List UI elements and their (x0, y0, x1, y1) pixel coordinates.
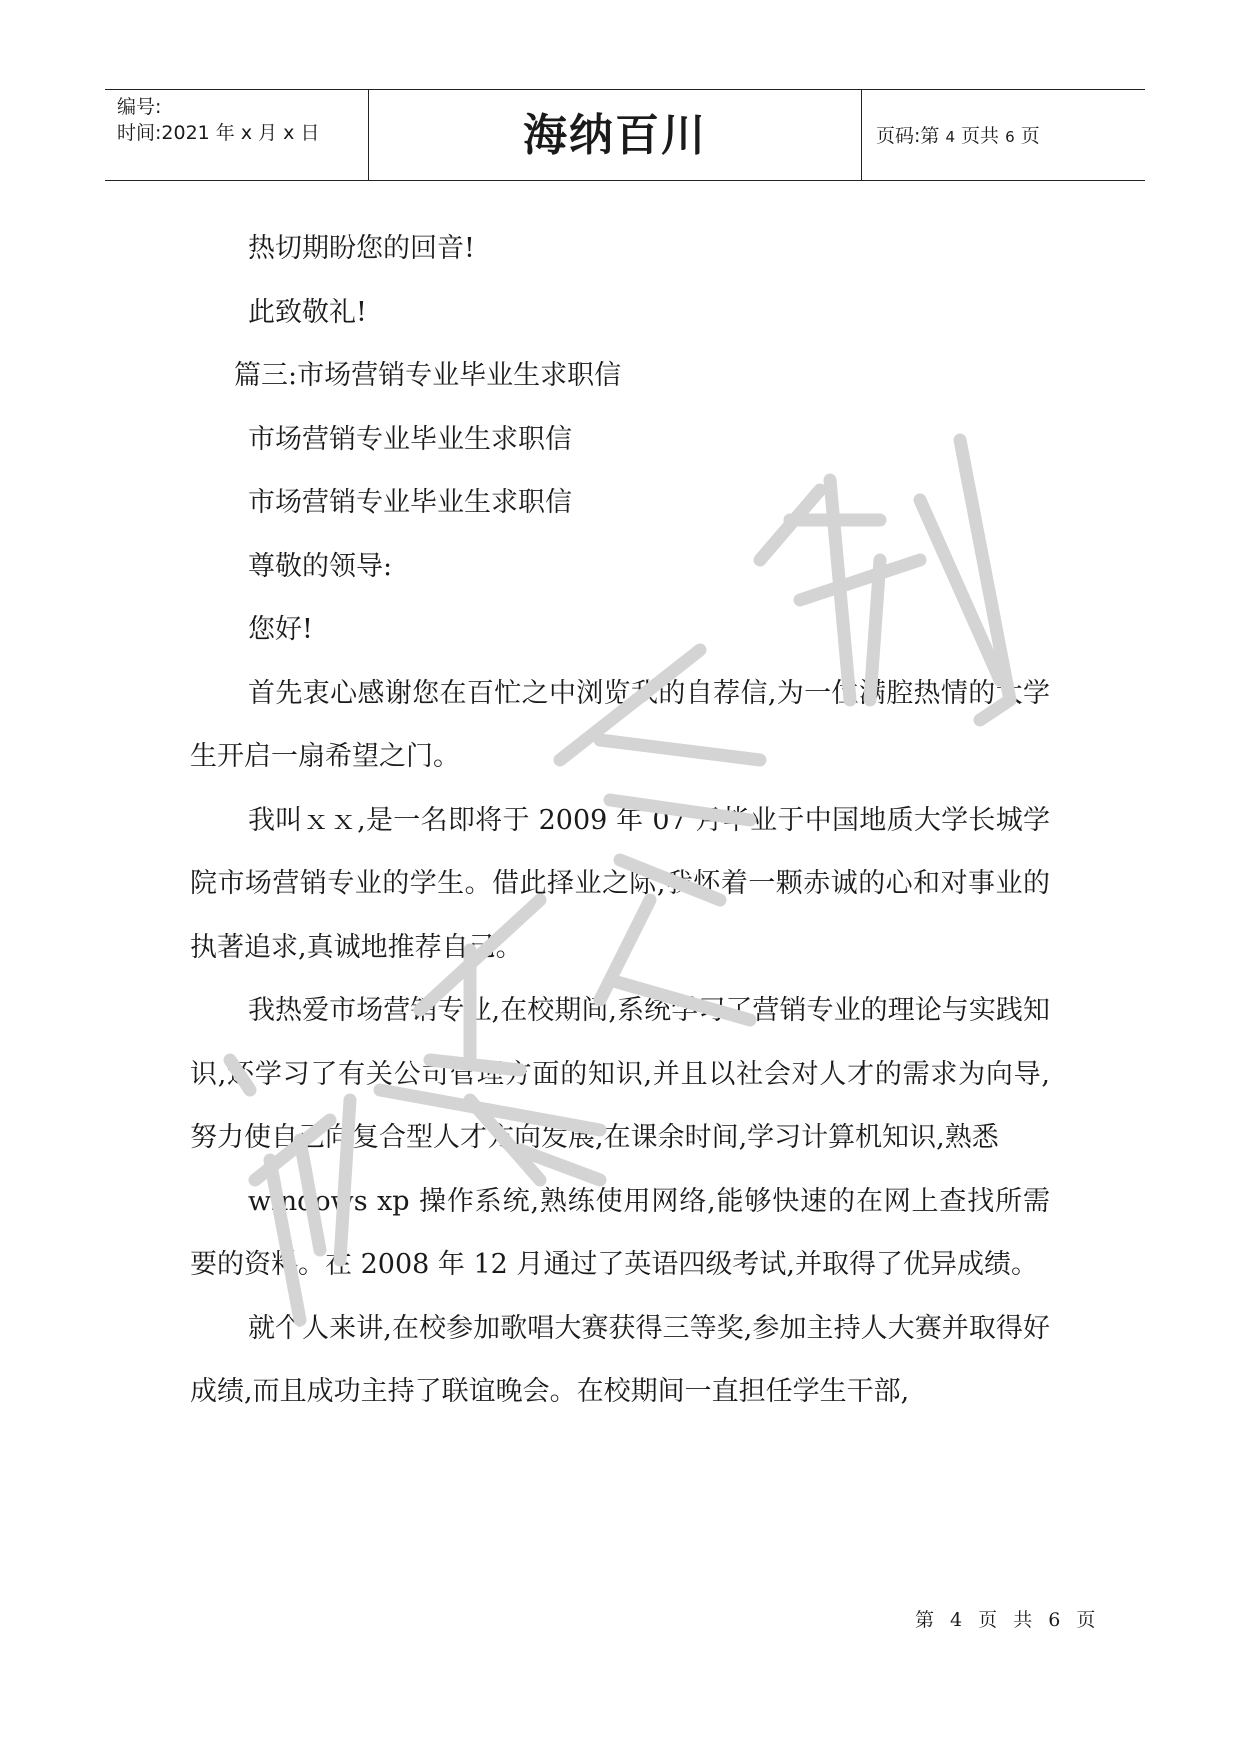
time-label: 时间:2021 年 x 月 x 日 (117, 122, 320, 144)
paragraph: 热切期盼您的回音! (248, 233, 475, 264)
paragraph: 我热爱市场营销专业,在校期间,系统学习了营销专业的理论与实践知识,还学习了有关公司管理方面的知识,并且以社会对人才的需求为向导,努力使自己向复合型人才方向发展,在课余时间,学习计算机知识,熟悉 (190, 995, 1050, 1153)
document-body (190, 217, 1050, 1424)
header-brand: 海纳百川 (369, 90, 862, 180)
page-end: 页 (1020, 125, 1040, 147)
document-header (105, 89, 1145, 181)
greeting: 您好! (248, 614, 313, 645)
paragraph: 我叫ｘｘ,是一名即将于 2009 年 07 月毕业于中国地质大学长城学院市场营销专业的学生。借此择业之际,我怀着一颗赤诚的心和对事业的执著追求,真诚地推荐自己。 (190, 804, 1050, 963)
paragraph: windows xp 操作系统,熟练使用网络,能够快速的在网上查找所需要的资料。在 2008 年 12 月通过了英语四级考试,并取得了优异成绩。 (190, 1185, 1050, 1280)
paragraph: 市场营销专业毕业生求职信 (248, 423, 572, 455)
salutation: 尊敬的领导: (248, 550, 393, 582)
section-heading: 篇三:市场营销专业毕业生求职信 (234, 360, 622, 391)
paragraph: 此致敬礼! (248, 296, 367, 328)
header-page-info (862, 90, 1145, 180)
serial-label: 编号: (117, 96, 162, 118)
page-label: 页码:第 (876, 125, 940, 147)
page-mid: 页共 (961, 125, 1000, 147)
page-total: 6 (1005, 128, 1015, 146)
page-number: 4 (945, 128, 955, 146)
paragraph: 就个人来讲,在校参加歌唱大赛获得三等奖,参加主持人大赛并取得好成绩,而且成功主持了联谊晚会。在校期间一直担任学生干部, (190, 1312, 1050, 1407)
header-meta (105, 90, 369, 180)
paragraph: 市场营销专业毕业生求职信 (248, 487, 572, 518)
page-footer: 第 4 页 共 6 页 (915, 1609, 1101, 1631)
paragraph: 首先衷心感谢您在百忙之中浏览我的自荐信,为一位满腔热情的大学生开启一扇希望之门。 (190, 677, 1050, 772)
